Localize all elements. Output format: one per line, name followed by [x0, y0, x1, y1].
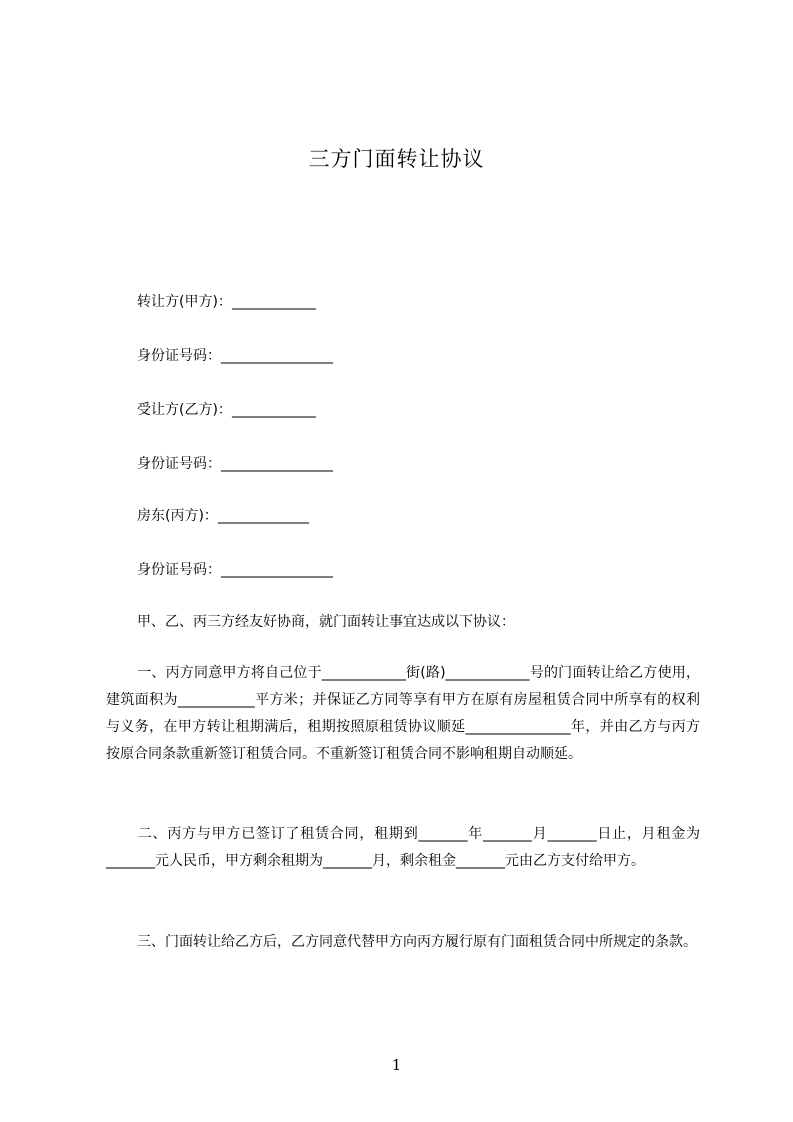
party-a-field: [137, 292, 316, 312]
party-b-blank: ____________: [231, 402, 316, 418]
party-c-blank: _____________: [217, 508, 309, 524]
party-c-id-blank: ________________: [221, 562, 333, 578]
clause-3: [106, 929, 700, 956]
document-title: 三方门面转让协议: [308, 147, 485, 171]
party-b-id-blank: ________________: [221, 456, 333, 472]
party-a-blank: ____________: [231, 294, 316, 310]
party-c-field: [137, 506, 309, 526]
party-a-id-blank: ________________: [221, 348, 333, 364]
clause-2-text: 二、丙方与甲方已签订了租赁合同，租期到_______年_______月_______日止，月租金为_______元人民币，甲方剩余租期为_______月，剩余租金_______元由乙方支付给甲方。: [106, 826, 700, 869]
party-c-label: 房东(丙方)：: [137, 508, 218, 524]
page-number: 1: [391, 1056, 402, 1074]
clause-1: [106, 660, 700, 768]
clause-1-text: 一、丙方同意甲方将自己位于____________街(路)____________号的门面转让给乙方使用，建筑面积为___________平方米；并保证乙方同等享有甲方在原有房屋租赁合同中所享有的权利与义务，在甲方转让租期满后，租期按照原租赁协议顺延_______________年，并由乙方与丙方按原合同条款重新签订租赁合同。不重新签订租赁合同不影响租期自动顺延。: [106, 665, 700, 762]
party-a-id-label: 身份证号码：: [137, 348, 221, 364]
party-b-id-field: [137, 454, 333, 474]
party-a-id-field: [137, 346, 333, 366]
party-a-label: 转让方(甲方)：: [137, 294, 232, 310]
party-c-id-field: [137, 560, 333, 580]
party-b-id-label: 身份证号码：: [137, 456, 221, 472]
clause-3-text: 三、门面转让给乙方后，乙方同意代替甲方向丙方履行原有门面租赁合同中所规定的条款。: [137, 934, 697, 950]
party-b-label: 受让方(乙方)：: [137, 402, 232, 418]
clause-2: [106, 821, 700, 875]
intro-paragraph: 甲、乙、丙三方经友好协商，就门面转让事宜达成以下协议：: [137, 614, 515, 630]
party-c-id-label: 身份证号码：: [137, 562, 221, 578]
party-b-field: [137, 400, 316, 420]
